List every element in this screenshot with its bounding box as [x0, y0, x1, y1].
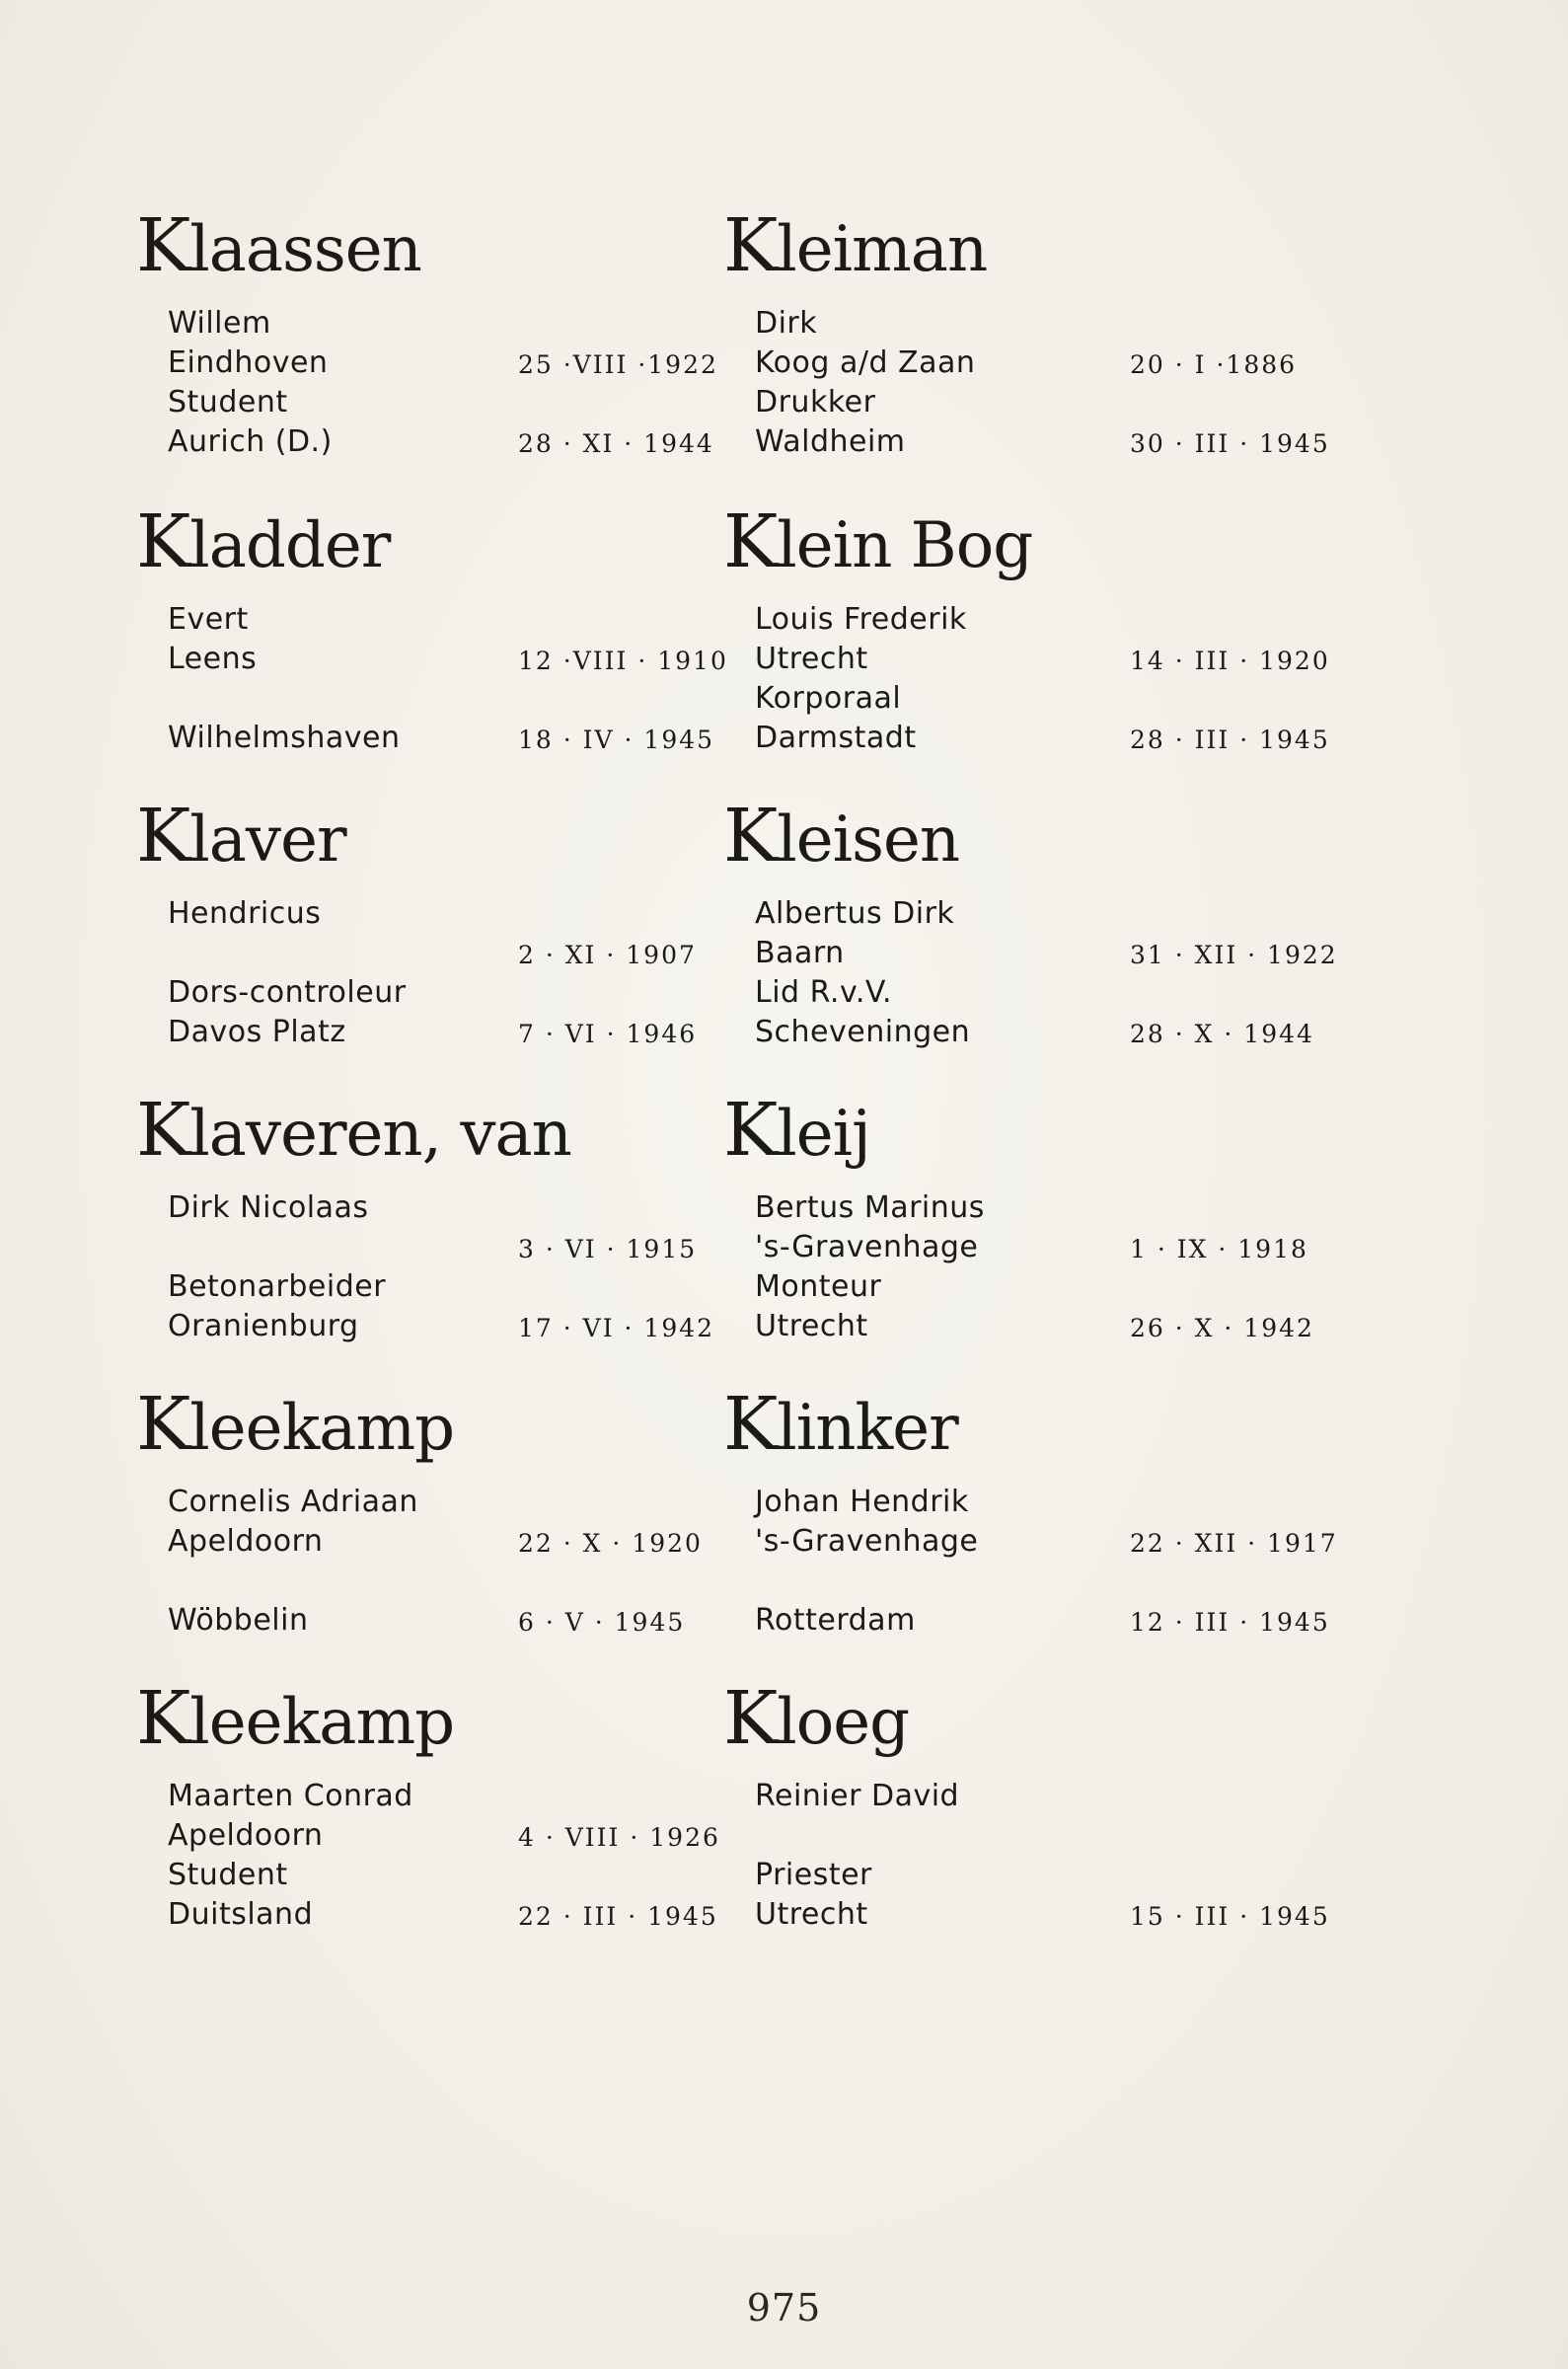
entry-kleisen	[723, 794, 1338, 1052]
death-date: 28 · XI · 1944	[518, 429, 714, 458]
birth-place: Apeldoorn	[168, 1524, 324, 1559]
entry-klaassen	[136, 203, 718, 462]
detail-line	[168, 719, 715, 758]
death-place: Utrecht	[755, 1897, 868, 1932]
death-date: 22 · III · 1945	[518, 1902, 718, 1931]
death-date: 12 · III · 1945	[1130, 1608, 1330, 1637]
detail-line	[755, 1307, 1314, 1346]
death-place: Davos Platz	[168, 1015, 346, 1049]
detail-line	[755, 1188, 1276, 1228]
detail-line	[755, 1013, 1314, 1052]
death-place: Darmstadt	[755, 721, 917, 755]
entry-details	[168, 1777, 720, 1935]
given-names: Willem	[168, 306, 271, 341]
entry-details	[755, 304, 1330, 462]
death-place: Utrecht	[755, 1309, 868, 1343]
detail-line	[755, 1483, 1276, 1522]
detail-line	[755, 973, 1276, 1013]
entry-kleiman	[723, 203, 1330, 462]
death-date: 15 · III · 1945	[1130, 1902, 1330, 1931]
surname: Klaassen	[136, 203, 421, 288]
detail-line	[755, 1856, 1276, 1895]
death-place: Scheveningen	[755, 1015, 971, 1049]
surname: Klein Bog	[723, 499, 1033, 584]
detail-line	[755, 1895, 1330, 1935]
detail-line	[755, 1267, 1276, 1307]
occupation: Student	[168, 385, 288, 420]
birth-date: 14 · III · 1920	[1130, 647, 1330, 675]
detail-line	[755, 934, 1338, 973]
surname: Kleiman	[723, 203, 988, 288]
surname: Kleekamp	[136, 1676, 455, 1761]
given-names: Maarten Conrad	[168, 1779, 413, 1813]
surname: Kleij	[723, 1088, 870, 1173]
surname: Kloeg	[723, 1676, 910, 1761]
birth-date: 31 · XII · 1922	[1130, 941, 1338, 969]
surname: Kleekamp	[136, 1382, 455, 1467]
entry-details	[755, 894, 1338, 1052]
entry-kleij	[723, 1088, 1314, 1346]
detail-line	[168, 1228, 698, 1267]
detail-line	[168, 1188, 689, 1228]
entry-details	[755, 1483, 1338, 1641]
birth-date: 22 · XII · 1917	[1130, 1529, 1338, 1558]
birth-place: 's-Gravenhage	[755, 1230, 979, 1264]
surname: Kleisen	[723, 794, 960, 879]
detail-line	[755, 383, 1276, 422]
death-date: 28 · X · 1944	[1130, 1020, 1314, 1048]
death-date: 26 · X · 1942	[1130, 1314, 1314, 1342]
detail-line	[755, 1601, 1330, 1641]
detail-line	[168, 973, 689, 1013]
detail-line	[755, 640, 1330, 679]
detail-line	[755, 344, 1298, 383]
surname: Klinker	[723, 1382, 958, 1467]
occupation: Lid R.v.V.	[755, 975, 893, 1010]
occupation: Betonarbeider	[168, 1269, 387, 1304]
death-place: Wilhelmshaven	[168, 721, 401, 755]
entry-details	[755, 1777, 1330, 1935]
detail-line	[168, 894, 689, 934]
detail-line	[755, 1816, 1276, 1856]
detail-line	[168, 1777, 689, 1816]
detail-line	[755, 894, 1276, 934]
occupation: Priester	[755, 1858, 872, 1892]
occupation: Student	[168, 1858, 288, 1892]
given-names: Evert	[168, 602, 249, 637]
detail-line	[755, 679, 1276, 719]
birth-place: Eindhoven	[168, 345, 329, 380]
death-date: 28 · III · 1945	[1130, 726, 1330, 754]
detail-line	[168, 1856, 689, 1895]
birth-place: Apeldoorn	[168, 1818, 324, 1853]
birth-place: Utrecht	[755, 642, 868, 676]
entry-kloeg	[723, 1676, 1330, 1935]
detail-line	[755, 1562, 1276, 1601]
occupation: Korporaal	[755, 681, 902, 716]
detail-line	[168, 304, 689, 344]
death-date: 30 · III · 1945	[1130, 429, 1330, 458]
occupation: Drukker	[755, 385, 876, 420]
death-date: 6 · V · 1945	[518, 1608, 686, 1637]
surname: Kladder	[136, 499, 391, 584]
birth-date: 2 · XI · 1907	[518, 941, 697, 969]
entry-details	[168, 304, 718, 462]
given-names: Johan Hendrik	[755, 1485, 969, 1519]
detail-line	[168, 640, 728, 679]
birth-date: 22 · X · 1920	[518, 1529, 703, 1558]
birth-date: 20 · I ·1886	[1130, 350, 1298, 379]
given-names: Bertus Marinus	[755, 1190, 985, 1225]
given-names: Dirk Nicolaas	[168, 1190, 369, 1225]
given-names: Cornelis Adriaan	[168, 1485, 418, 1519]
entry-details	[168, 894, 698, 1052]
occupation: Dors-controleur	[168, 975, 407, 1010]
detail-line	[755, 600, 1276, 640]
birth-date: 1 · IX · 1918	[1130, 1235, 1308, 1263]
surname: Klaver	[136, 794, 346, 879]
entry-details	[168, 600, 728, 758]
detail-line	[755, 1777, 1276, 1816]
death-place: Rotterdam	[755, 1603, 916, 1638]
birth-date: 3 · VI · 1915	[518, 1235, 698, 1263]
detail-line	[168, 344, 718, 383]
entry-klein-bog	[723, 499, 1330, 758]
death-date: 17 · VI · 1942	[518, 1314, 715, 1342]
detail-line	[168, 1895, 718, 1935]
entry-details	[168, 1483, 703, 1641]
birth-place: Koog a/d Zaan	[755, 345, 976, 380]
detail-line	[168, 1013, 698, 1052]
page-number: 975	[746, 2286, 822, 2330]
entry-details	[755, 1188, 1314, 1346]
death-place: Duitsland	[168, 1897, 314, 1932]
detail-line	[168, 1562, 689, 1601]
birth-date: 12 ·VIII · 1910	[518, 647, 728, 675]
detail-line	[168, 679, 689, 719]
birth-place: Leens	[168, 642, 258, 676]
entry-details	[755, 600, 1330, 758]
detail-line	[168, 1522, 703, 1562]
detail-line	[168, 1816, 720, 1856]
given-names: Dirk	[755, 306, 818, 341]
birth-date: 4 · VIII · 1926	[518, 1823, 720, 1852]
entry-klaveren-van	[136, 1088, 715, 1346]
death-place: Oranienburg	[168, 1309, 359, 1343]
death-date: 18 · IV · 1945	[518, 726, 715, 754]
detail-line	[168, 1601, 689, 1641]
detail-line	[168, 934, 697, 973]
death-place: Waldheim	[755, 424, 906, 459]
given-names: Louis Frederik	[755, 602, 967, 637]
given-names: Reinier David	[755, 1779, 960, 1813]
detail-line	[168, 1483, 689, 1522]
detail-line	[755, 1228, 1308, 1267]
detail-line	[755, 719, 1330, 758]
death-date: 7 · VI · 1946	[518, 1020, 698, 1048]
entry-kleekamp-cornelis	[136, 1382, 703, 1641]
entry-klinker	[723, 1382, 1338, 1641]
detail-line	[168, 422, 714, 462]
detail-line	[755, 422, 1330, 462]
entry-details	[168, 1188, 715, 1346]
death-place: Wöbbelin	[168, 1603, 309, 1638]
occupation: Monteur	[755, 1269, 882, 1304]
detail-line	[755, 304, 1276, 344]
entry-kladder	[136, 499, 728, 758]
birth-place: Baarn	[755, 936, 845, 970]
entry-kleekamp-maarten	[136, 1676, 720, 1935]
detail-line	[168, 1307, 715, 1346]
entry-klaver	[136, 794, 698, 1052]
detail-line	[168, 383, 689, 422]
given-names: Albertus Dirk	[755, 896, 955, 931]
detail-line	[168, 1267, 689, 1307]
given-names: Hendricus	[168, 896, 322, 931]
surname: Klaveren, van	[136, 1088, 571, 1173]
birth-date: 25 ·VIII ·1922	[518, 350, 718, 379]
detail-line	[168, 600, 689, 640]
birth-place: 's-Gravenhage	[755, 1524, 979, 1559]
death-place: Aurich (D.)	[168, 424, 333, 459]
detail-line	[755, 1522, 1338, 1562]
